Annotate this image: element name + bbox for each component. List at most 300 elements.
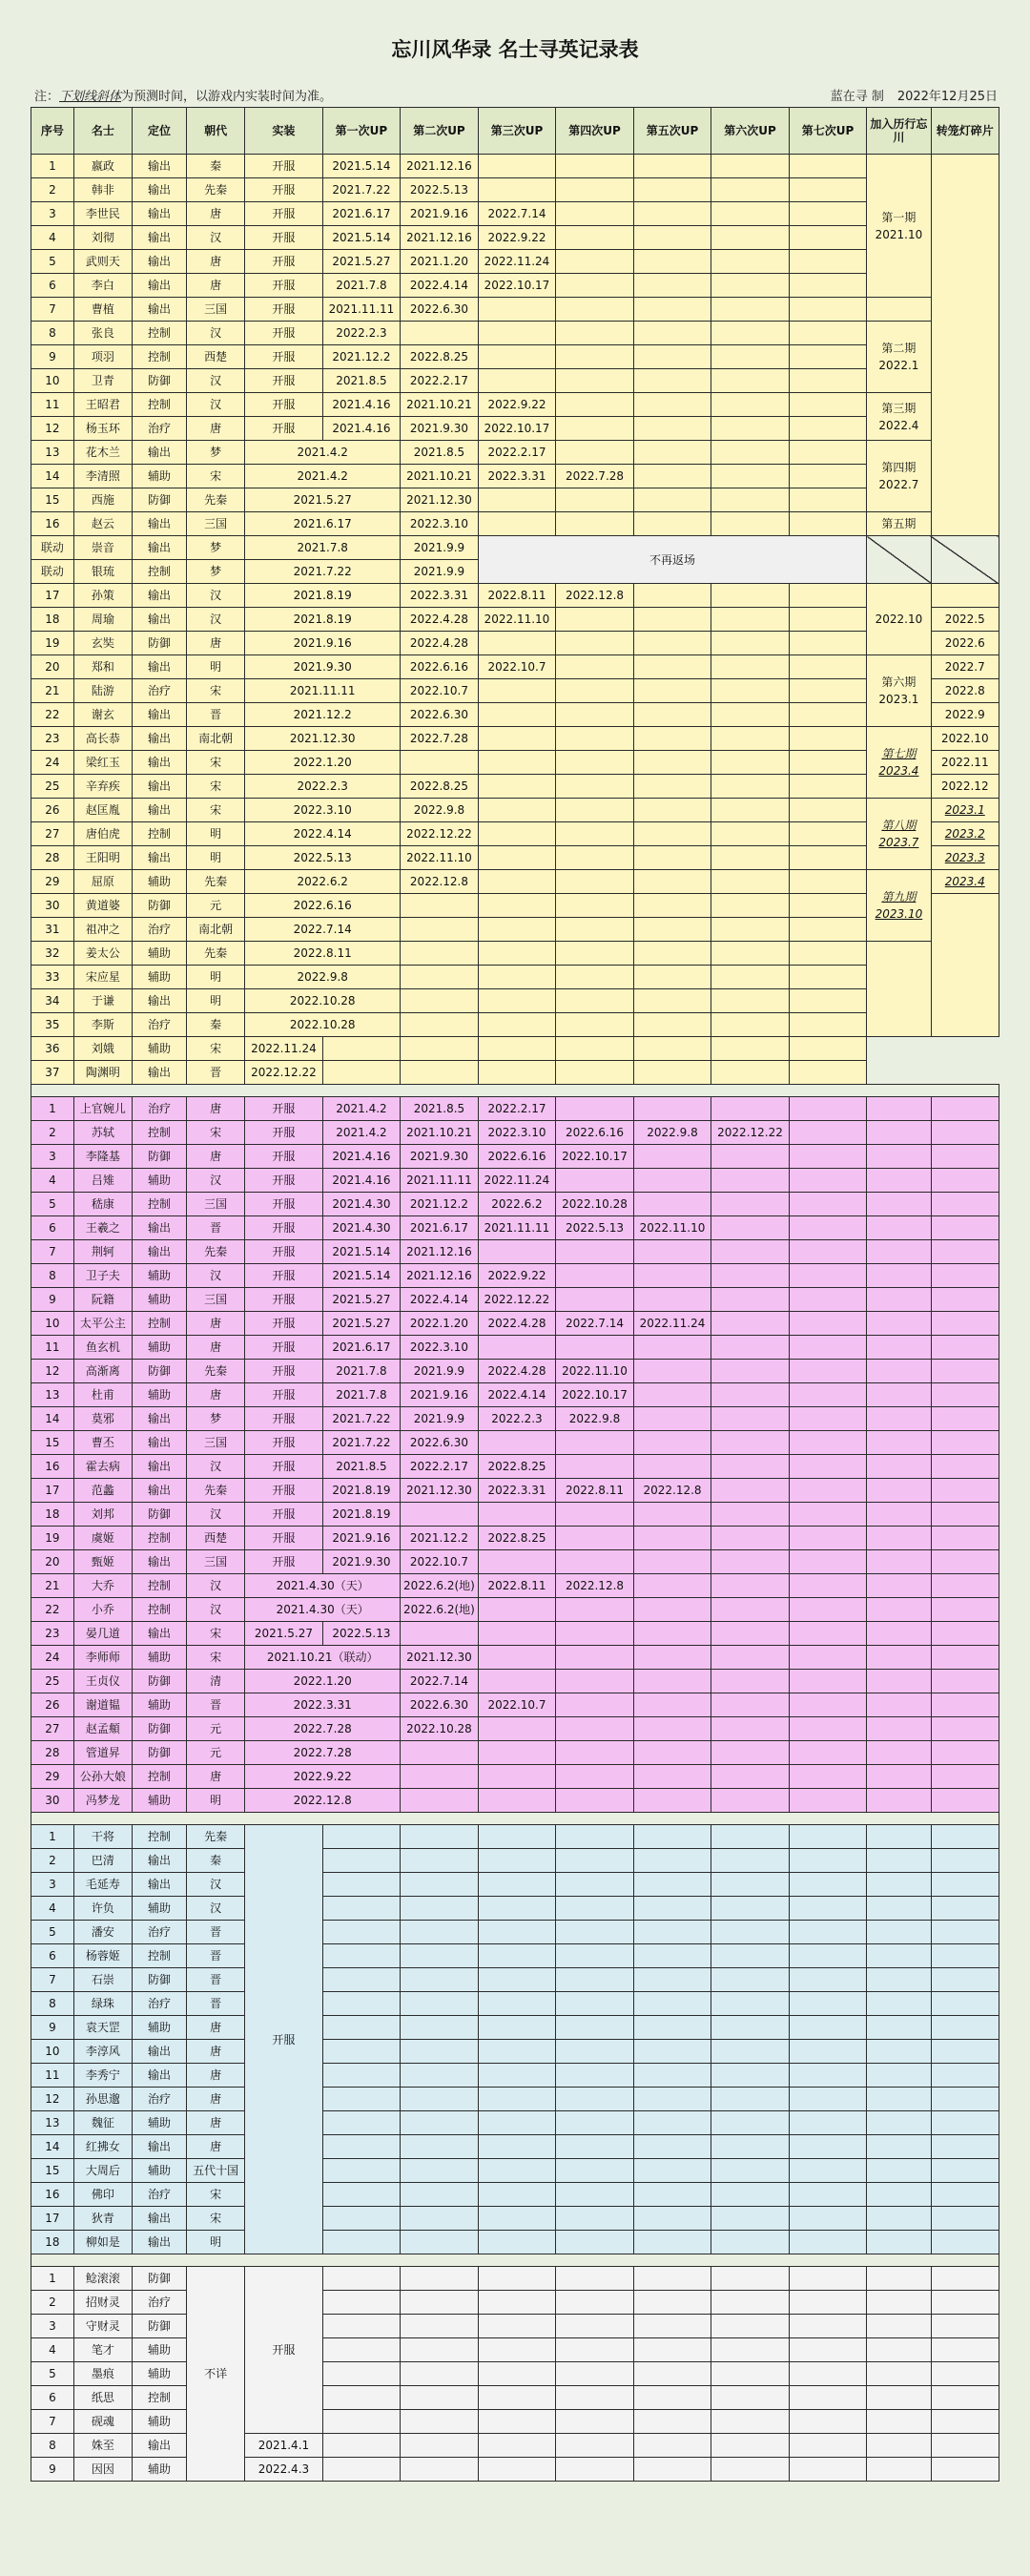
hero-name: 黄道婆: [73, 894, 132, 918]
table-cell: [867, 2338, 931, 2362]
up-4: [556, 178, 634, 202]
table-cell: 22: [31, 1598, 74, 1622]
table-cell: [556, 1921, 634, 1944]
up-6: [711, 894, 790, 918]
table-cell: 宋: [187, 679, 245, 703]
table-cell: [867, 2207, 931, 2231]
hero-name: 杨蓉姬: [73, 1944, 132, 1968]
up-3: 2022.6.2: [478, 1193, 556, 1216]
install-date: 2021.9.30: [245, 655, 401, 679]
up-5: [633, 1383, 711, 1407]
table-cell: 晋: [187, 1061, 245, 1085]
join-period: [867, 1765, 931, 1789]
table-cell: 明: [187, 989, 245, 1013]
install-date: 2022.10.28: [245, 1013, 401, 1037]
hero-name: 赵孟頫: [73, 1717, 132, 1741]
table-row: [31, 369, 999, 393]
hero-name: 因因: [73, 2458, 132, 2482]
up-4: [556, 632, 634, 655]
table-cell: [401, 1944, 479, 1968]
up-4: [556, 298, 634, 322]
up-2: 2021.12.16: [401, 226, 479, 250]
up-6: [711, 584, 790, 608]
up-5: [633, 1550, 711, 1574]
table-cell: [789, 2159, 867, 2183]
join-period: [867, 942, 931, 1037]
table-cell: 汉: [187, 393, 245, 417]
lamp-cell: [931, 1312, 999, 1336]
up-4: [556, 1550, 634, 1574]
up-4: [556, 417, 634, 441]
up-4: [556, 250, 634, 274]
install-date: 开服: [245, 226, 323, 250]
up-5: [633, 703, 711, 727]
lamp-date: 2023.1: [931, 799, 999, 822]
header-cell: 第一次UP: [322, 108, 401, 155]
table-cell: [867, 2410, 931, 2434]
hero-name: 祖冲之: [73, 918, 132, 942]
join-period: 第五期: [867, 512, 931, 536]
join-period: [867, 1717, 931, 1741]
up-3: 2022.4.14: [478, 1383, 556, 1407]
table-row: [31, 1455, 999, 1479]
install-date: 2021.4.30（天）: [245, 1598, 401, 1622]
table-cell: 三国: [187, 512, 245, 536]
up-4: [556, 1789, 634, 1813]
table-cell: 1: [31, 2267, 74, 2291]
up-6: [711, 679, 790, 703]
up-7: [789, 155, 867, 178]
hero-name: 银琉: [73, 560, 132, 584]
join-period: [867, 1622, 931, 1646]
lamp-cell: [931, 1646, 999, 1670]
table-cell: [401, 2183, 479, 2207]
table-cell: 15: [31, 1431, 74, 1455]
table-cell: [633, 2088, 711, 2111]
hero-name: 李秀宁: [73, 2064, 132, 2088]
table-cell: 治疗: [132, 1097, 186, 1121]
table-cell: 26: [31, 799, 74, 822]
hero-name: 韩非: [73, 178, 132, 202]
up-6: [711, 488, 790, 512]
up-6: [711, 1407, 790, 1431]
table-cell: [478, 1849, 556, 1873]
table-cell: [322, 1825, 401, 1849]
table-cell: 辅助: [132, 2159, 186, 2183]
up-7: [789, 178, 867, 202]
install-date: 2022.3.10: [245, 799, 401, 822]
table-cell: 控制: [132, 345, 186, 369]
up-5: [633, 1288, 711, 1312]
up-5: [633, 1431, 711, 1455]
up-7: [789, 1741, 867, 1765]
up-3: 2022.4.28: [478, 1360, 556, 1383]
table-cell: 3: [31, 1145, 74, 1169]
table-cell: 输出: [132, 775, 186, 799]
table-cell: [478, 1873, 556, 1897]
up-7: [789, 1717, 867, 1741]
install-date: 2022.6.16: [245, 894, 401, 918]
up-7: [789, 846, 867, 870]
table-cell: 18: [31, 608, 74, 632]
table-cell: [322, 2362, 401, 2386]
up-6: [711, 1431, 790, 1455]
table-cell: 8: [31, 1992, 74, 2016]
up-4: [556, 1336, 634, 1360]
table-cell: [401, 1921, 479, 1944]
table-cell: 明: [187, 822, 245, 846]
table-cell: 3: [31, 1873, 74, 1897]
table-cell: [711, 2338, 790, 2362]
up-5: [633, 1169, 711, 1193]
hero-name: 嬴政: [73, 155, 132, 178]
up-1: 2021.4.16: [322, 417, 401, 441]
table-cell: 输出: [132, 298, 186, 322]
up-2: 2022.6.30: [401, 703, 479, 727]
table-row: [31, 1741, 999, 1765]
table-cell: [556, 1825, 634, 1849]
up-7: [789, 894, 867, 918]
up-4: [556, 1765, 634, 1789]
table-cell: [633, 2362, 711, 2386]
up-2: 2022.7.28: [401, 727, 479, 751]
table-cell: [867, 2088, 931, 2111]
up-7: [789, 775, 867, 799]
hero-name: 姝至: [73, 2434, 132, 2458]
table-cell: [401, 2315, 479, 2338]
table-cell: 28: [31, 846, 74, 870]
table-row: [31, 1765, 999, 1789]
table-cell: 24: [31, 1646, 74, 1670]
table-cell: [931, 2434, 999, 2458]
up-2: 2021.12.30: [401, 1479, 479, 1503]
table-cell: [789, 1897, 867, 1921]
lamp-cell: [931, 1574, 999, 1598]
lamp-date: 2023.4: [931, 870, 999, 894]
table-row: [31, 417, 999, 441]
table-cell: [401, 1873, 479, 1897]
hero-name: 阮籍: [73, 1288, 132, 1312]
up-4: [556, 155, 634, 178]
up-2: 2021.12.30: [401, 488, 479, 512]
up-5: [633, 322, 711, 345]
join-period: [867, 1503, 931, 1527]
table-cell: 控制: [132, 1598, 186, 1622]
table-cell: 输出: [132, 226, 186, 250]
table-cell: 控制: [132, 1193, 186, 1216]
up-6: [711, 417, 790, 441]
table-row: [31, 1085, 999, 1097]
join-period: 第七期 2023.4: [867, 727, 931, 799]
table-cell: [711, 2410, 790, 2434]
table-cell: [867, 1968, 931, 1992]
up-7: [789, 1431, 867, 1455]
table-cell: 宋: [187, 751, 245, 775]
table-row: [31, 1121, 999, 1145]
install-date: 开服: [245, 345, 323, 369]
table-cell: [478, 2231, 556, 2254]
table-cell: [789, 2088, 867, 2111]
up-6: [711, 703, 790, 727]
up-2: 2021.12.16: [401, 1240, 479, 1264]
up-7: [789, 274, 867, 298]
table-cell: 辅助: [132, 1169, 186, 1193]
install-date: 2022.7.28: [245, 1717, 401, 1741]
table-cell: 宋: [187, 2183, 245, 2207]
table-row: [31, 2111, 999, 2135]
up-7: [789, 1013, 867, 1037]
section-gap: [31, 2254, 999, 2267]
install-date: 开服: [245, 369, 323, 393]
lamp-cell: [931, 1765, 999, 1789]
table-cell: 治疗: [132, 417, 186, 441]
table-cell: 10: [31, 369, 74, 393]
install-date: 2022.8.11: [245, 942, 401, 966]
up-5: [633, 751, 711, 775]
up-2: [401, 751, 479, 775]
table-cell: 唐: [187, 2135, 245, 2159]
table-cell: 唐: [187, 274, 245, 298]
table-cell: 宋: [187, 1646, 245, 1670]
table-cell: 33: [31, 966, 74, 989]
install-date: 开服: [245, 298, 323, 322]
table-cell: [789, 2183, 867, 2207]
table-cell: 秦: [187, 1013, 245, 1037]
up-1: 2021.6.17: [322, 1336, 401, 1360]
up-2: [401, 1741, 479, 1765]
table-cell: [401, 2338, 479, 2362]
up-4: 2022.7.14: [556, 1312, 634, 1336]
join-period: [867, 1169, 931, 1193]
up-3: [478, 1037, 556, 1061]
up-5: [633, 465, 711, 488]
table-cell: [633, 2159, 711, 2183]
up-6: [711, 799, 790, 822]
up-5: [633, 1336, 711, 1360]
install-date: 2022.5.13: [245, 846, 401, 870]
lamp-cell: [931, 1598, 999, 1622]
hero-name: 屈原: [73, 870, 132, 894]
table-cell: [867, 2315, 931, 2338]
table-cell: 晋: [187, 1968, 245, 1992]
table-cell: 输出: [132, 512, 186, 536]
lamp-cell: [931, 1550, 999, 1574]
hero-name: 狄青: [73, 2207, 132, 2231]
up-6: [711, 822, 790, 846]
hero-name: 杜甫: [73, 1383, 132, 1407]
up-4: [556, 870, 634, 894]
table-cell: 13: [31, 2111, 74, 2135]
table-cell: [789, 2231, 867, 2254]
up-2: 2021.10.21: [401, 393, 479, 417]
up-6: [711, 751, 790, 775]
join-period: [867, 1193, 931, 1216]
table-cell: 治疗: [132, 1921, 186, 1944]
up-5: [633, 298, 711, 322]
up-6: [711, 1717, 790, 1741]
up-5: [633, 1527, 711, 1550]
table-cell: [556, 1897, 634, 1921]
table-cell: [867, 1825, 931, 1849]
section-gap: [31, 1085, 999, 1097]
up-6: [711, 727, 790, 751]
up-2: 2022.12.8: [401, 870, 479, 894]
hero-name: 红拂女: [73, 2135, 132, 2159]
up-3: [478, 918, 556, 942]
table-cell: [789, 2362, 867, 2386]
table-cell: [556, 2064, 634, 2088]
up-6: [711, 512, 790, 536]
table-cell: 11: [31, 1336, 74, 1360]
table-cell: 先秦: [187, 1240, 245, 1264]
up-6: [711, 1789, 790, 1813]
up-1: 2021.9.30: [322, 1550, 401, 1574]
table-cell: 输出: [132, 1849, 186, 1873]
up-2: 2021.10.21: [401, 465, 479, 488]
up-7: [789, 322, 867, 345]
up-2: 2021.9.16: [401, 202, 479, 226]
table-cell: 9: [31, 345, 74, 369]
install-date: 2022.7.14: [245, 918, 401, 942]
join-period: [867, 1741, 931, 1765]
table-cell: 7: [31, 298, 74, 322]
table-cell: [556, 2458, 634, 2482]
table-cell: 9: [31, 2458, 74, 2482]
up-5: [633, 417, 711, 441]
install-date: 开服: [245, 1193, 323, 1216]
table-cell: [867, 2183, 931, 2207]
table-cell: 唐: [187, 2040, 245, 2064]
table-row: [31, 775, 999, 799]
table-row: [31, 1479, 999, 1503]
table-cell: [931, 2183, 999, 2207]
hero-name: 王昭君: [73, 393, 132, 417]
table-row: [31, 1646, 999, 1670]
up-2: 2022.3.10: [401, 512, 479, 536]
install-date: 开服: [245, 1503, 323, 1527]
table-cell: 梦: [187, 441, 245, 465]
up-5: 2022.11.10: [633, 1216, 711, 1240]
up-1: 2021.4.16: [322, 1169, 401, 1193]
table-cell: 宋: [187, 1622, 245, 1646]
hero-name: 唐伯虎: [73, 822, 132, 846]
table-row: [31, 202, 999, 226]
table-cell: 7: [31, 1240, 74, 1264]
hero-name: 赵匡胤: [73, 799, 132, 822]
table-cell: [931, 2159, 999, 2183]
up-1: 2021.7.22: [322, 178, 401, 202]
table-cell: 15: [31, 2159, 74, 2183]
up-2: 2022.6.2(地): [401, 1574, 479, 1598]
up-1: 2021.5.27: [322, 1288, 401, 1312]
up-1: 2021.7.22: [322, 1431, 401, 1455]
lamp-date: 2023.3: [931, 846, 999, 870]
table-cell: 唐: [187, 2088, 245, 2111]
lamp-date: 2022.8: [931, 679, 999, 703]
table-cell: 31: [31, 918, 74, 942]
hero-name: 鱼玄机: [73, 1336, 132, 1360]
table-cell: [931, 1921, 999, 1944]
install-date: 开服: [245, 1431, 323, 1455]
up-2: 2022.2.17: [401, 1455, 479, 1479]
header-cell: 序号: [31, 108, 74, 155]
table-cell: 汉: [187, 1455, 245, 1479]
table-cell: 16: [31, 512, 74, 536]
lamp-date: 2022.9: [931, 703, 999, 727]
table-cell: [711, 2458, 790, 2482]
table-cell: 4: [31, 1897, 74, 1921]
table-cell: 元: [187, 1717, 245, 1741]
header-cell: 名士: [73, 108, 132, 155]
up-2: 2022.9.8: [401, 799, 479, 822]
hero-name: 周瑜: [73, 608, 132, 632]
up-6: [711, 1312, 790, 1336]
table-row: [31, 966, 999, 989]
table-cell: [711, 2231, 790, 2254]
table-cell: 输出: [132, 1550, 186, 1574]
table-cell: 5: [31, 1921, 74, 1944]
table-cell: 输出: [132, 584, 186, 608]
table-row: [31, 2458, 999, 2482]
table-cell: 先秦: [187, 870, 245, 894]
table-cell: [931, 2111, 999, 2135]
hero-name: 李清照: [73, 465, 132, 488]
table-row: [31, 1264, 999, 1288]
table-cell: 7: [31, 1968, 74, 1992]
hero-name: 范蠡: [73, 1479, 132, 1503]
table-cell: 汉: [187, 1264, 245, 1288]
install-date: 开服: [245, 202, 323, 226]
table-cell: 治疗: [132, 2183, 186, 2207]
hero-name: 公孙大娘: [73, 1765, 132, 1789]
join-period: [867, 1240, 931, 1264]
up-7: [789, 345, 867, 369]
up-1: 2021.4.2: [322, 1121, 401, 1145]
table-cell: 输出: [132, 1431, 186, 1455]
table-cell: [867, 2016, 931, 2040]
join-period: [867, 1264, 931, 1288]
up-3: 2022.3.31: [478, 465, 556, 488]
lamp-cell: [931, 1717, 999, 1741]
up-5: [633, 679, 711, 703]
up-4: 2022.10.17: [556, 1383, 634, 1407]
up-4: [556, 393, 634, 417]
hero-name: 张良: [73, 322, 132, 345]
table-cell: 输出: [132, 703, 186, 727]
up-1: 2021.5.14: [322, 155, 401, 178]
table-cell: 辅助: [132, 942, 186, 966]
table-cell: [931, 2315, 999, 2338]
install-date: 开服: [245, 1336, 323, 1360]
table-cell: 防御: [132, 1968, 186, 1992]
table-cell: 9: [31, 1288, 74, 1312]
table-cell: [789, 1825, 867, 1849]
up-4: [556, 226, 634, 250]
table-cell: [633, 1968, 711, 1992]
table-cell: [322, 2064, 401, 2088]
table-cell: 25: [31, 1670, 74, 1693]
table-cell: 治疗: [132, 2291, 186, 2315]
table-row: [31, 989, 999, 1013]
join-period: 第二期 2022.1: [867, 322, 931, 393]
up-5: [633, 202, 711, 226]
table-cell: 输出: [132, 655, 186, 679]
table-cell: [322, 2016, 401, 2040]
up-4: [556, 1169, 634, 1193]
table-cell: [478, 2362, 556, 2386]
table-cell: 控制: [132, 1944, 186, 1968]
header-cell: 第七次UP: [789, 108, 867, 155]
